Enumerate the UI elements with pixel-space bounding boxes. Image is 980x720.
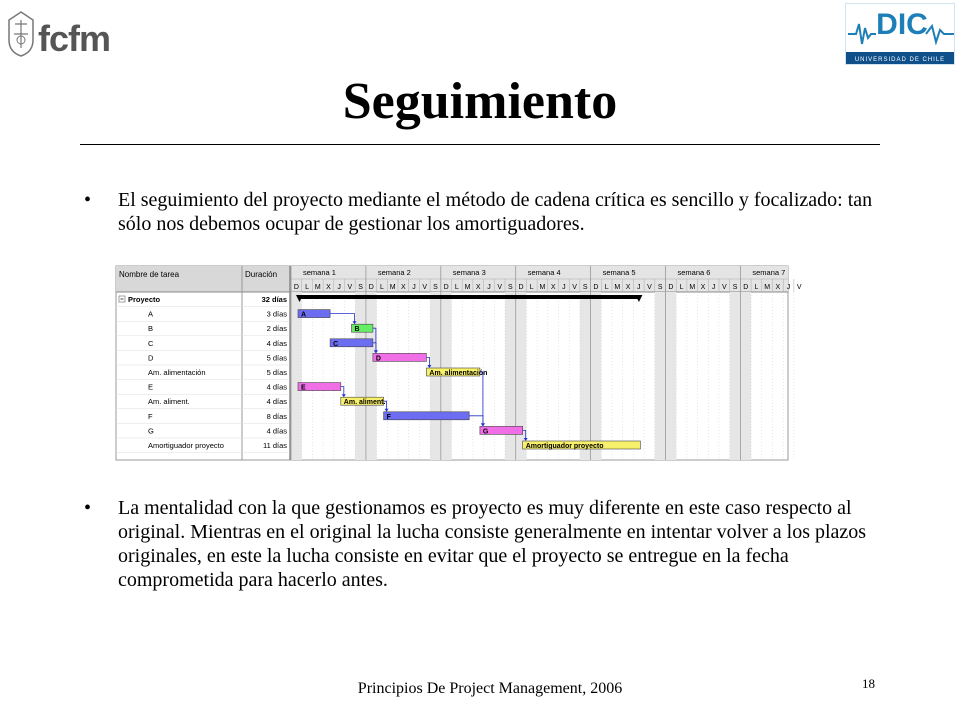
task-name: B	[148, 324, 154, 334]
task-name: A	[148, 309, 154, 319]
week-label: semana 1	[303, 268, 336, 277]
day-letter: X	[625, 284, 631, 291]
day-letter: S	[657, 284, 663, 291]
dic-logo	[845, 3, 955, 65]
task-duration: 4 días	[266, 338, 287, 348]
day-letter: J	[711, 284, 716, 291]
day-letter: V	[647, 284, 652, 291]
crest-icon	[6, 10, 36, 58]
task-duration: 8 días	[266, 411, 287, 421]
duration-column-header: Duración	[245, 270, 278, 279]
bullet-2	[84, 496, 874, 592]
day-letter: X	[550, 284, 556, 291]
day-letter: D	[593, 284, 599, 291]
dic-subtitle: UNIVERSIDAD DE CHILE	[854, 57, 946, 63]
day-letter: D	[518, 284, 524, 291]
day-letter: L	[604, 284, 609, 291]
day-letter: V	[497, 284, 502, 291]
day-letter: D	[668, 284, 674, 291]
day-letter: J	[337, 284, 341, 291]
day-letter: D	[368, 284, 374, 291]
task-duration: 5 días	[266, 353, 287, 363]
day-letter: D	[443, 284, 449, 291]
weekend-shade	[730, 292, 741, 460]
task-bar-label: Am. aliment.	[343, 399, 386, 407]
day-letter: V	[722, 284, 727, 291]
day-letter: D	[743, 284, 749, 291]
day-letter: S	[508, 284, 513, 291]
day-letter: L	[754, 284, 759, 291]
day-letter: V	[796, 284, 802, 291]
day-letter: X	[700, 284, 706, 291]
bullet-1-text: El seguimiento del proyecto mediante el método de cadena crítica es sencillo y focalizado: tan sólo nos debemos ocupar de gestionar los amortiguadores.	[118, 189, 873, 235]
day-letter: M	[614, 284, 621, 291]
bullet-1	[84, 188, 874, 236]
week-label: semana 3	[452, 268, 486, 277]
fcfm-logo-text: fcfm	[38, 18, 111, 59]
task-name: Amortiguador proyecto	[148, 441, 224, 450]
week-label: semana 2	[377, 268, 411, 277]
bullet-2-text: La mentalidad con la que gestionamos es proyecto es muy diferente en este caso respecto al original. Mientras en el original la lucha consiste generalmente en intentar volver a los plazos originales, en este la lucha consiste en evitar que el proyecto se entregue en la fecha comprometida para hacerlo antes.	[118, 497, 867, 591]
task-bar	[384, 412, 470, 420]
day-letter: V	[422, 284, 428, 291]
day-letter: D	[293, 284, 299, 291]
task-duration: 32 días	[261, 295, 287, 304]
weekend-shade	[366, 292, 377, 460]
bullet-dot: •	[84, 497, 92, 519]
task-column-header: Nombre de tarea	[119, 270, 180, 279]
task-bar-label: C	[333, 340, 339, 348]
day-letter: X	[775, 284, 781, 291]
week-label: semana 4	[527, 268, 561, 277]
weekend-shade	[655, 292, 666, 460]
day-letter: M	[314, 284, 321, 291]
task-duration: 5 días	[266, 368, 287, 377]
day-letter: V	[347, 284, 353, 291]
weekend-shade	[580, 292, 591, 460]
day-letter: L	[529, 284, 534, 291]
week-label: semana 6	[677, 268, 711, 277]
task-bar-label: A	[301, 311, 307, 319]
day-letter: J	[487, 284, 491, 291]
task-name: F	[148, 411, 153, 421]
day-letter: S	[732, 284, 738, 291]
task-bar-label: D	[375, 355, 381, 363]
fcfm-logo	[6, 8, 111, 64]
task-duration: 2 días	[266, 324, 287, 334]
day-letter: X	[475, 284, 481, 291]
weekend-shade	[591, 292, 602, 460]
slide-title: Seguimiento	[342, 73, 618, 130]
day-letter: V	[572, 284, 577, 291]
weekend-shade	[355, 292, 366, 460]
summary-bar	[298, 295, 640, 299]
day-letter: L	[454, 284, 459, 291]
day-letter: S	[433, 284, 438, 291]
task-bar-label: B	[354, 326, 360, 334]
week-label: semana 5	[602, 268, 636, 277]
weekend-shade	[505, 292, 516, 460]
task-duration: 4 días	[266, 426, 287, 436]
bullet-dot: •	[84, 189, 92, 211]
task-bar-label: Am. alimentación	[429, 370, 488, 377]
day-letter: M	[389, 284, 396, 291]
day-letter: J	[786, 284, 791, 291]
day-letter: L	[305, 284, 310, 291]
task-duration: 3 días	[266, 309, 287, 319]
footer-text: Principios De Project Management, 2006	[357, 680, 623, 697]
task-bar-label: E	[301, 384, 306, 392]
day-letter: J	[412, 284, 416, 291]
task-name: D	[148, 353, 154, 363]
task-bar-label: Amortiguador proyecto	[525, 443, 604, 450]
day-letter: S	[358, 284, 363, 291]
day-letter: L	[379, 284, 384, 291]
day-letter: L	[679, 284, 684, 291]
task-name: C	[148, 338, 154, 348]
task-name: Am. aliment.	[148, 397, 190, 407]
day-letter: M	[689, 284, 696, 291]
day-letter: J	[562, 284, 566, 291]
day-letter: M	[464, 284, 471, 291]
day-letter: M	[539, 284, 546, 291]
title-rule	[80, 144, 880, 145]
day-letter: J	[637, 284, 641, 291]
dic-logo-text: DIC	[876, 8, 928, 41]
task-bar-label: F	[386, 413, 391, 421]
task-name: E	[148, 382, 154, 392]
day-letter: S	[582, 284, 588, 291]
week-label: semana 7	[752, 268, 786, 277]
task-duration: 4 días	[266, 382, 287, 392]
weekend-shade	[516, 292, 527, 460]
day-letter: X	[326, 284, 331, 291]
page-number: 18	[862, 676, 875, 691]
weekend-shade	[666, 292, 677, 460]
task-bar-label: G	[482, 428, 489, 436]
task-duration: 11 días	[262, 441, 287, 450]
task-name: G	[148, 426, 154, 436]
gantt-chart	[116, 266, 802, 460]
day-letter: M	[764, 284, 771, 291]
task-name: Am. alimentación	[148, 368, 206, 377]
day-letter: X	[401, 284, 406, 291]
weekend-shade	[740, 292, 751, 460]
task-duration: 4 días	[266, 397, 287, 407]
task-name: Proyecto	[128, 295, 161, 304]
